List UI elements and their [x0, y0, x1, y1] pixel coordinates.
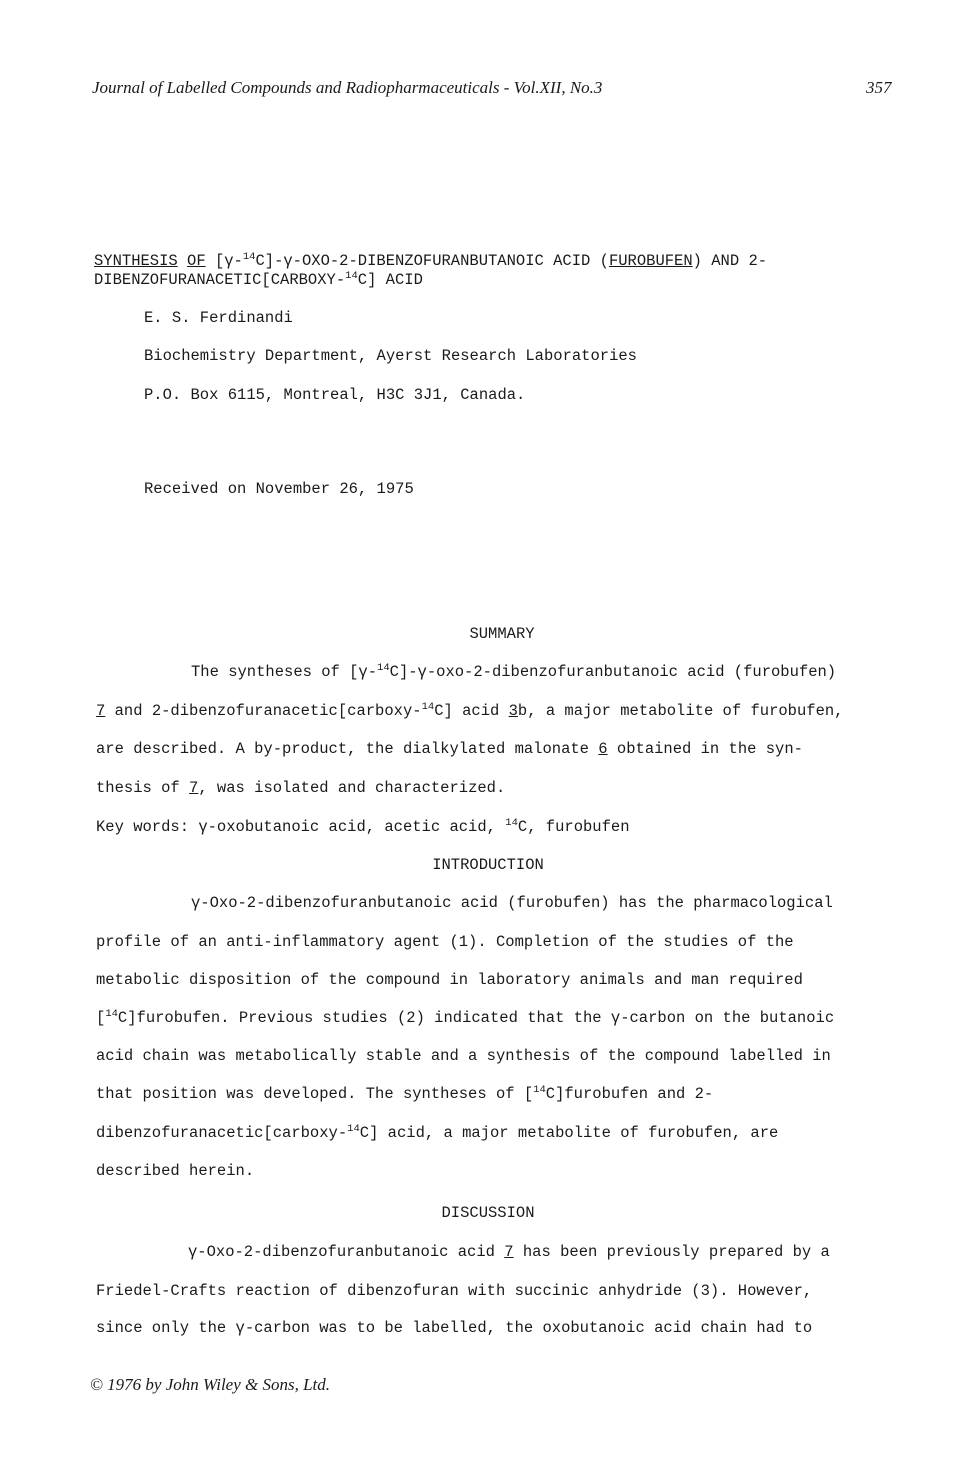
summary-text: C] acid	[434, 702, 509, 720]
summary-line-1	[191, 662, 836, 682]
isotope-superscript: 14	[345, 270, 358, 282]
intro-text: C]furobufen. Previous studies (2) indicated that the γ-carbon on the butanoic	[117, 1009, 835, 1027]
page-number: 357	[866, 78, 892, 97]
discussion-heading: DISCUSSION	[441, 1204, 535, 1222]
title-text: C]-γ-OXO-2-DIBENZOFURANBUTANOIC ACID (	[255, 252, 609, 270]
isotope-superscript: 14	[105, 1008, 118, 1020]
copyright-footer: © 1976 by John Wiley & Sons, Ltd.	[90, 1375, 331, 1394]
author-name: E. S. Ferdinandi	[144, 309, 293, 327]
intro-line-7	[96, 1123, 778, 1143]
summary-line-4	[96, 778, 505, 798]
summary-text: obtained in the syn-	[607, 740, 803, 758]
title-text: DIBENZOFURANACETIC[CARBOXY-	[94, 271, 346, 289]
summary-line-2	[96, 701, 843, 721]
author-department: Biochemistry Department, Ayerst Research Laboratories	[144, 347, 637, 365]
summary-text: C]-γ-oxo-2-dibenzofuranbutanoic acid (furobufen)	[389, 663, 837, 681]
compound-number: 7	[96, 702, 106, 720]
title-text: [γ-	[214, 252, 243, 270]
compound-number: 3	[508, 702, 518, 720]
compound-number: 7	[504, 1243, 514, 1261]
intro-line-4	[96, 1008, 834, 1028]
summary-text: and 2-dibenzofuranacetic[carboxy-	[105, 702, 422, 720]
intro-text: C] acid, a major metabolite of furobufen, are	[359, 1124, 779, 1142]
author-address: P.O. Box 6115, Montreal, H3C 3J1, Canada.	[144, 386, 526, 404]
received-date: Received on November 26, 1975	[144, 480, 414, 498]
isotope-superscript: 14	[533, 1084, 546, 1096]
intro-line-3: metabolic disposition of the compound in laboratory animals and man required	[96, 971, 803, 989]
compound-number: 6	[598, 740, 608, 758]
intro-line-8: described herein.	[96, 1162, 255, 1180]
article-title-line-2	[94, 270, 423, 290]
isotope-superscript: 14	[421, 701, 435, 713]
title-synthesis-word: SYNTHESIS	[94, 252, 178, 270]
discussion-line-2: Friedel-Crafts reaction of dibenzofuran with succinic anhydride (3). However,	[96, 1282, 813, 1300]
discussion-text: γ-Oxo-2-dibenzofuranbutanoic acid	[188, 1243, 505, 1261]
intro-line-2: profile of an anti-inflammatory agent (1). Completion of the studies of the	[96, 933, 794, 951]
isotope-superscript: 14	[242, 251, 256, 263]
intro-text: dibenzofuranacetic[carboxy-	[96, 1124, 348, 1142]
title-text: ) AND 2-	[692, 252, 768, 270]
summary-line-3	[96, 739, 803, 759]
summary-text: thesis of	[96, 779, 190, 797]
intro-text: [	[96, 1009, 106, 1027]
title-furobufen-word: FUROBUFEN	[608, 252, 693, 270]
isotope-superscript: 14	[347, 1123, 360, 1135]
keywords-text: Key words: γ-oxobutanoic acid, acetic acid,	[96, 818, 506, 836]
summary-text: The syntheses of [γ-	[191, 663, 378, 681]
compound-number: 7	[189, 779, 199, 797]
discussion-line-1	[188, 1242, 830, 1262]
summary-heading: SUMMARY	[469, 625, 535, 643]
isotope-superscript: 14	[377, 662, 390, 674]
summary-text: are described. A by-product, the dialkylated malonate	[96, 740, 599, 758]
discussion-text: has been previously prepared by a	[513, 1243, 830, 1261]
article-title-line-1	[94, 251, 767, 271]
intro-text: C]furobufen and 2-	[545, 1085, 714, 1103]
journal-running-header: Journal of Labelled Compounds and Radiopharmaceuticals - Vol.XII, No.3	[92, 78, 603, 97]
keywords-text: C, furobufen	[517, 818, 630, 836]
intro-line-5: acid chain was metabolically stable and a synthesis of the compound labelled in	[96, 1047, 831, 1065]
title-of-word: OF	[187, 252, 206, 270]
intro-line-6	[96, 1084, 713, 1104]
summary-text: b, a major metabolite of furobufen,	[517, 702, 844, 720]
discussion-line-3: since only the γ-carbon was to be labelled, the oxobutanoic acid chain had to	[96, 1319, 813, 1337]
summary-text: , was isolated and characterized.	[198, 779, 506, 797]
intro-text: that position was developed. The syntheses of [	[96, 1085, 534, 1103]
title-text: C] ACID	[357, 271, 423, 289]
key-words	[96, 817, 630, 837]
isotope-superscript: 14	[505, 817, 518, 829]
introduction-heading: INTRODUCTION	[432, 856, 544, 874]
intro-line-1: γ-Oxo-2-dibenzofuranbutanoic acid (furobufen) has the pharmacological	[191, 894, 833, 912]
